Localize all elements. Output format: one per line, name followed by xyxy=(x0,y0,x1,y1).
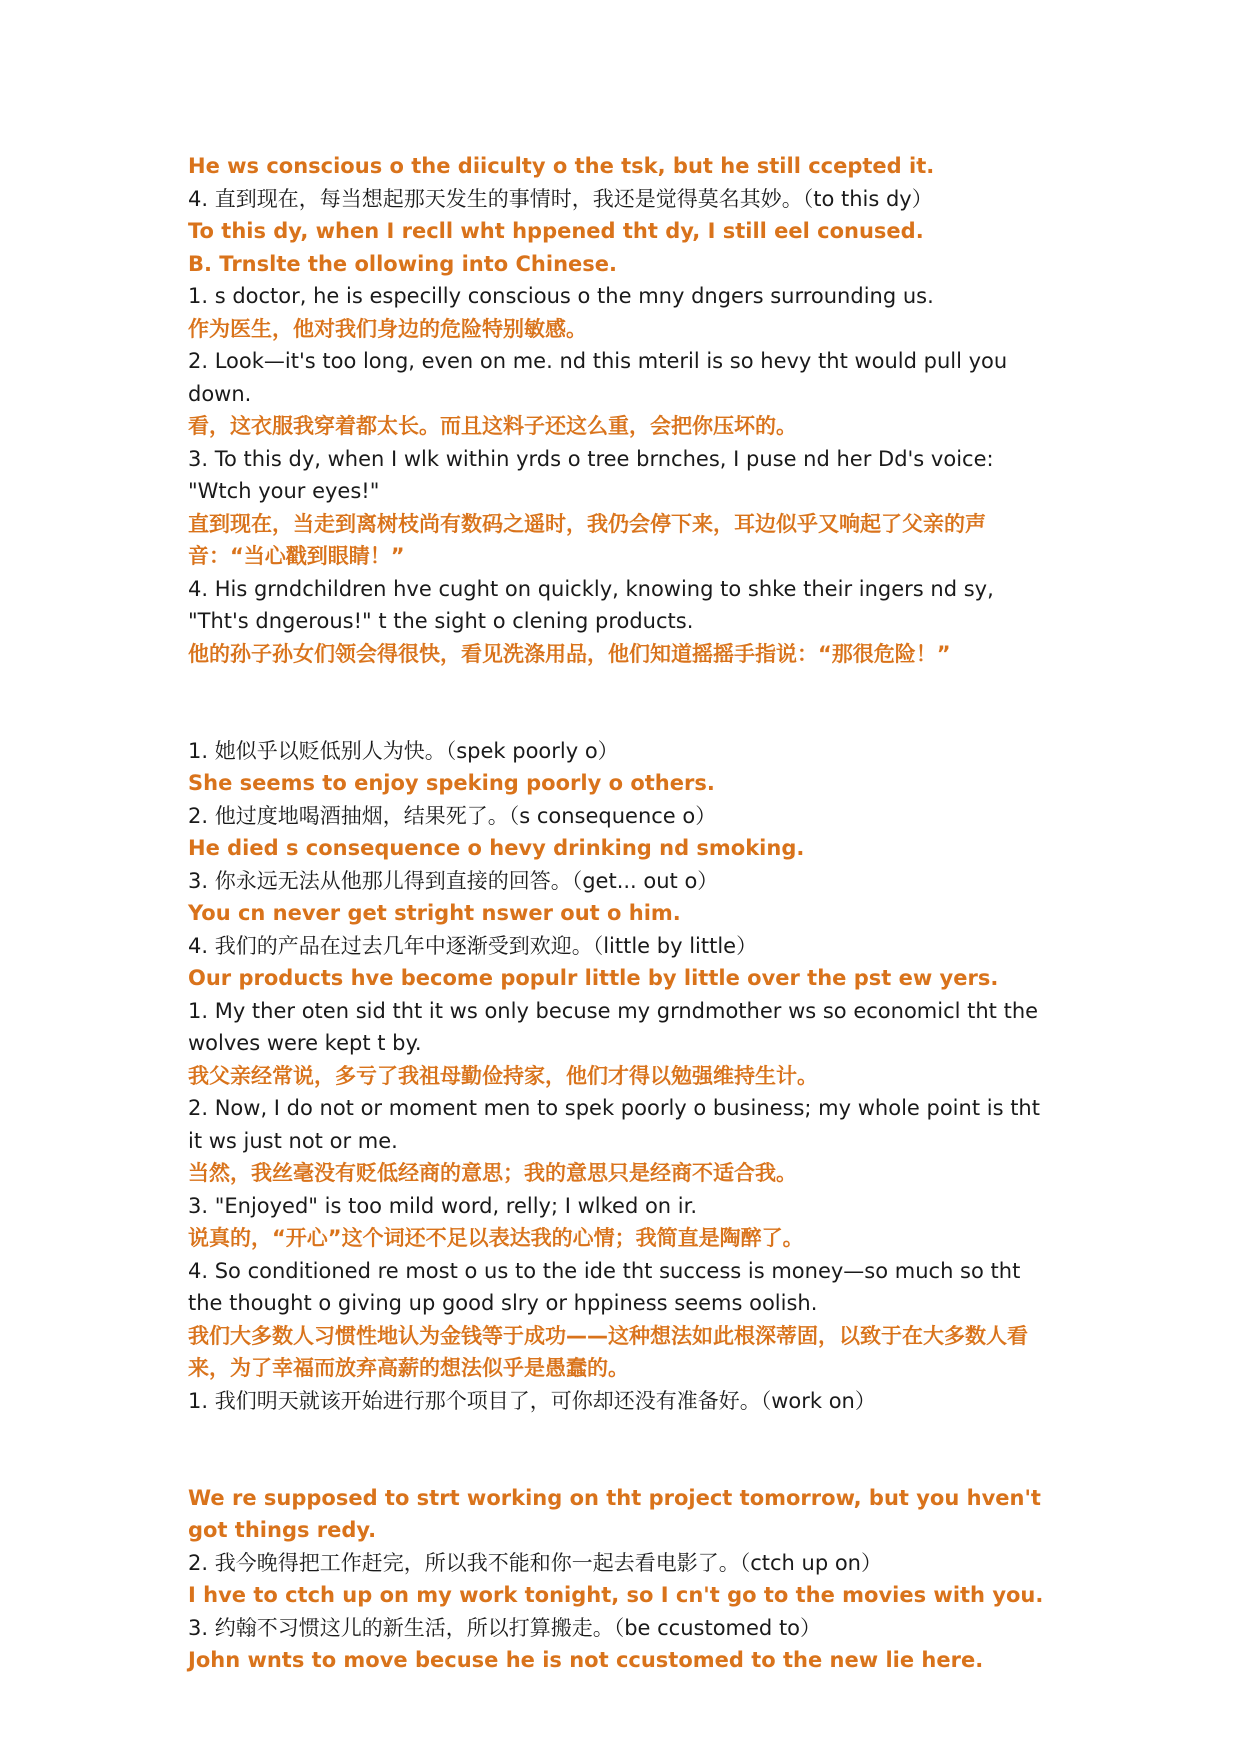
answer-line: 他的孙子孙女们领会得很快，看见洗涤用品，他们知道摇摇手指说：“那很危险！” xyxy=(188,641,951,666)
answer-line: Our products hve become populr little by little over the pst ew yers. xyxy=(188,966,999,990)
question-line: 3. 你永远无法从他那儿得到直接的回答。（get... out o） xyxy=(188,868,719,893)
question-line: 4. So conditioned re most o us to the ide tht success is money—so much so tht the thought o giving up good slry or hppiness seems oolish. xyxy=(188,1258,1021,1315)
answer-line: To this dy, when I recll wht hppened tht dy, I still eel conused. xyxy=(188,219,924,243)
answer-line: We re supposed to strt working on tht project tomorrow, but you hven't got things redy. xyxy=(188,1485,1041,1542)
answer-line: I hve to ctch up on my work tonight, so I cn't go to the movies with you. xyxy=(188,1583,1044,1607)
question-line: 4. 直到现在，每当想起那天发生的事情时，我还是觉得莫名其妙。（to this dy） xyxy=(188,186,933,211)
question-line: 1. 她似乎以贬低别人为快。（spek poorly o） xyxy=(188,738,619,763)
answer-line: He died s consequence o hevy drinking nd smoking. xyxy=(188,836,805,860)
answer-line: She seems to enjoy speking poorly o others. xyxy=(188,771,715,795)
question-line: 3. "Enjoyed" is too mild word, relly; I wlked on ir. xyxy=(188,1193,698,1218)
question-line: 3. 约翰不习惯这儿的新生活，所以打算搬走。（be ccustomed to） xyxy=(188,1615,822,1640)
answer-line: 看，这衣服我穿着都太长。而且这料子还这么重，会把你压坏的。 xyxy=(188,414,797,438)
answer-line: 当然，我丝毫没有贬低经商的意思；我的意思只是经商不适合我。 xyxy=(188,1161,797,1185)
question-line: 2. 他过度地喝酒抽烟，结果死了。（s consequence o） xyxy=(188,803,717,828)
question-line: 4. His grndchildren hve cught on quickly, knowing to shke their ingers nd sy, "Tht's dngerous!" t the sight o clening products. xyxy=(188,576,994,633)
question-line: 3. To this dy, when I wlk within yrds o tree brnches, I puse nd her Dd's voice: "Wtch your eyes!" xyxy=(188,446,994,503)
answer-line: 说真的，“开心”这个词还不足以表达我的心情；我简直是陶醉了。 xyxy=(188,1226,804,1250)
answer-line: 我们大多数人习惯性地认为金钱等于成功——这种想法如此根深蒂固，以致于在大多数人看来，为了幸福而放弃高薪的想法似乎是愚蠢的。 xyxy=(188,1323,1028,1380)
blank-line xyxy=(188,1433,1058,1466)
question-line: 4. 我们的产品在过去几年中逐渐受到欢迎。（little by little） xyxy=(188,933,758,958)
blank-line xyxy=(188,686,1058,719)
question-line: 2. Look—it's too long, even on me. nd this mteril is so hevy tht would pull you down. xyxy=(188,349,1008,406)
answer-line: John wnts to move becuse he is not ccustomed to the new lie here. xyxy=(188,1648,984,1672)
question-line: 1. s doctor, he is especilly conscious o the mny dngers surrounding us. xyxy=(188,284,934,308)
answer-line: You cn never get stright nswer out o him. xyxy=(188,901,681,925)
answer-line: 直到现在，当走到离树枝尚有数码之遥时，我仍会停下来，耳边似乎又响起了父亲的声音：“当心戳到眼睛！” xyxy=(188,511,986,568)
question-line: 1. My ther oten sid tht it ws only becuse my grndmother ws so economicl tht the wolves were kept t by. xyxy=(188,998,1039,1055)
answer-line: B. Trnslte the ollowing into Chinese. xyxy=(188,251,617,276)
answer-line: 作为医生，他对我们身边的危险特别敏感。 xyxy=(188,316,587,341)
document-body xyxy=(188,150,1058,1677)
answer-line: He ws conscious o the diiculty o the tsk, but he still ccepted it. xyxy=(188,154,935,178)
question-line: 2. 我今晚得把工作赶完，所以我不能和你一起去看电影了。（ctch up on） xyxy=(188,1550,882,1575)
question-line: 1. 我们明天就该开始进行那个项目了，可你却还没有准备好。（work on） xyxy=(188,1388,876,1413)
answer-line: 我父亲经常说，多亏了我祖母勤俭持家，他们才得以勉强维持生计。 xyxy=(188,1063,818,1088)
question-line: 2. Now, I do not or moment men to spek poorly o business; my whole point is tht it ws just not or me. xyxy=(188,1096,1040,1153)
